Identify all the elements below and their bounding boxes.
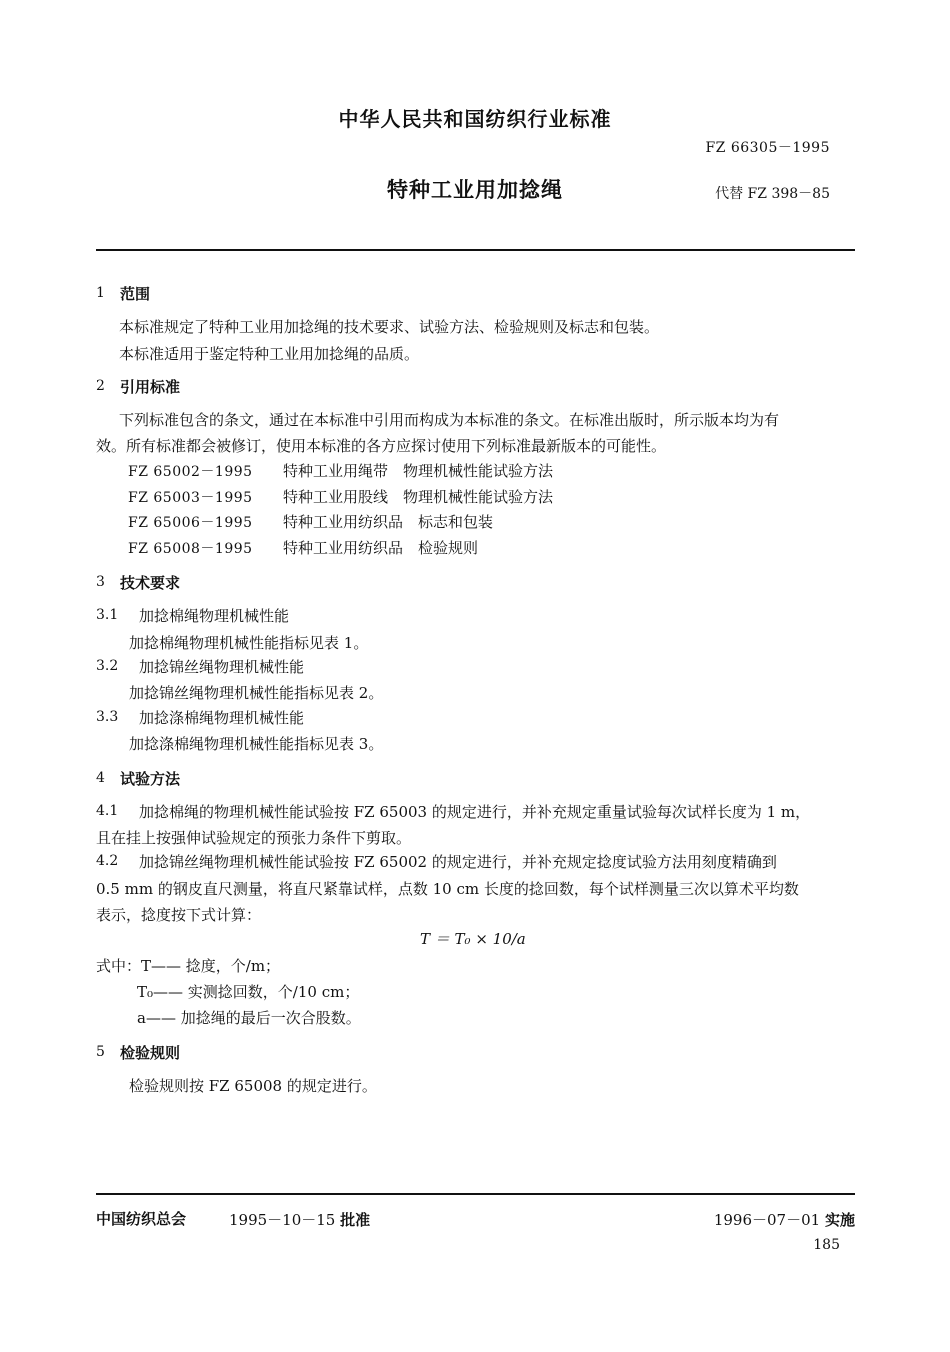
subsection-text: 加捻锦丝绳物理机械性能指标见表 2。: [129, 684, 384, 702]
section-3-title: 技术要求: [120, 574, 181, 592]
subsection-number: 3.3: [96, 709, 119, 725]
document-title: 特种工业用加捻绳: [387, 178, 563, 202]
subsection-number: 3.1: [96, 607, 119, 623]
reference-name: 特种工业用纺织品 标志和包装: [283, 513, 494, 531]
section-1-paragraph-2: 本标准适用于鉴定特种工业用加捻绳的品质。: [119, 345, 420, 363]
standard-code: FZ 66305－1995: [705, 140, 830, 156]
section-1-number: 1: [96, 285, 105, 301]
subsection-number: 3.2: [96, 658, 119, 674]
section-2-paragraph-2: 效。所有标准都会被修订，使用本标准的各方应探讨使用下列标准最新版本的可能性。: [96, 437, 667, 455]
issuing-org: 中国纺织总会: [96, 1210, 187, 1228]
subsection-number: 4.1: [96, 803, 119, 819]
approval-label: 批准: [340, 1211, 371, 1229]
approval-date: 1995－10－15: [229, 1211, 336, 1229]
subsection-text: 加捻涤棉绳物理机械性能指标见表 3。: [129, 735, 384, 753]
section-1-paragraph-1: 本标准规定了特种工业用加捻绳的技术要求、试验方法、检验规则及标志和包装。: [119, 318, 660, 336]
reference-name: 特种工业用纺织品 检验规则: [283, 539, 479, 557]
section-1-title: 范围: [120, 285, 151, 303]
section-5-title: 检验规则: [120, 1044, 181, 1062]
subsection-text: 加捻棉绳物理机械性能指标见表 1。: [129, 634, 369, 652]
section-4-number: 4: [96, 770, 105, 786]
approval: [229, 1209, 370, 1230]
test-method-4-2-line-2: 0.5 mm 的钢皮直尺测量，将直尺紧靠试样，点数 10 cm 长度的捻回数，每个试样测量三次以算术平均数: [96, 880, 799, 898]
section-3-number: 3: [96, 574, 105, 590]
reference-code: FZ 65002－1995: [128, 464, 253, 480]
footer-divider: [96, 1193, 855, 1195]
document-org-title: 中华人民共和国纺织行业标准: [338, 107, 612, 131]
test-method-4-1-line-1: 加捻棉绳的物理机械性能试验按 FZ 65003 的规定进行，并补充规定重量试验每次试样长度为 1 m，: [139, 803, 811, 821]
test-method-4-2-line-1: 加捻锦丝绳物理机械性能试验按 FZ 65002 的规定进行，并补充规定捻度试验方法用刻度精确到: [139, 853, 777, 871]
section-4-title: 试验方法: [120, 770, 181, 788]
formula-where-1: 式中：T—— 捻度，个/m；: [96, 957, 281, 975]
section-5-paragraph-1: 检验规则按 FZ 65008 的规定进行。: [129, 1077, 377, 1095]
formula-where-3: a—— 加捻绳的最后一次合股数。: [137, 1009, 361, 1027]
test-method-4-2-line-3: 表示，捻度按下式计算：: [96, 906, 262, 924]
section-2-number: 2: [96, 378, 105, 394]
page-number: 185: [813, 1237, 840, 1253]
reference-code: FZ 65006－1995: [128, 515, 253, 531]
subsection-title: 加捻棉绳物理机械性能: [139, 607, 290, 625]
header-divider: [96, 249, 855, 251]
effective-date: 1996－07－01: [713, 1211, 821, 1229]
reference-code: FZ 65003－1995: [128, 490, 253, 506]
twist-formula: T ＝ T₀ × 10/a: [420, 930, 526, 948]
subsection-title: 加捻锦丝绳物理机械性能: [139, 658, 305, 676]
reference-name: 特种工业用绳带 物理机械性能试验方法: [283, 462, 554, 480]
test-method-4-1-line-2: 且在挂上按强伸试验规定的预张力条件下剪取。: [96, 829, 412, 847]
section-2-title: 引用标准: [120, 378, 181, 396]
reference-code: FZ 65008－1995: [128, 541, 253, 557]
subsection-title: 加捻涤棉绳物理机械性能: [139, 709, 305, 727]
formula-where-2: T₀—— 实测捻回数，个/10 cm；: [137, 983, 360, 1001]
effective: [714, 1209, 855, 1230]
section-5-number: 5: [96, 1044, 105, 1060]
reference-name: 特种工业用股线 物理机械性能试验方法: [283, 488, 554, 506]
effective-label: 实施: [824, 1211, 855, 1229]
section-2-paragraph-1: 下列标准包含的条文，通过在本标准中引用而构成为本标准的条文。在标准出版时，所示版本均为有: [119, 411, 780, 429]
subsection-number: 4.2: [96, 853, 119, 869]
replaces-standard: 代替 FZ 398－85: [715, 186, 830, 202]
